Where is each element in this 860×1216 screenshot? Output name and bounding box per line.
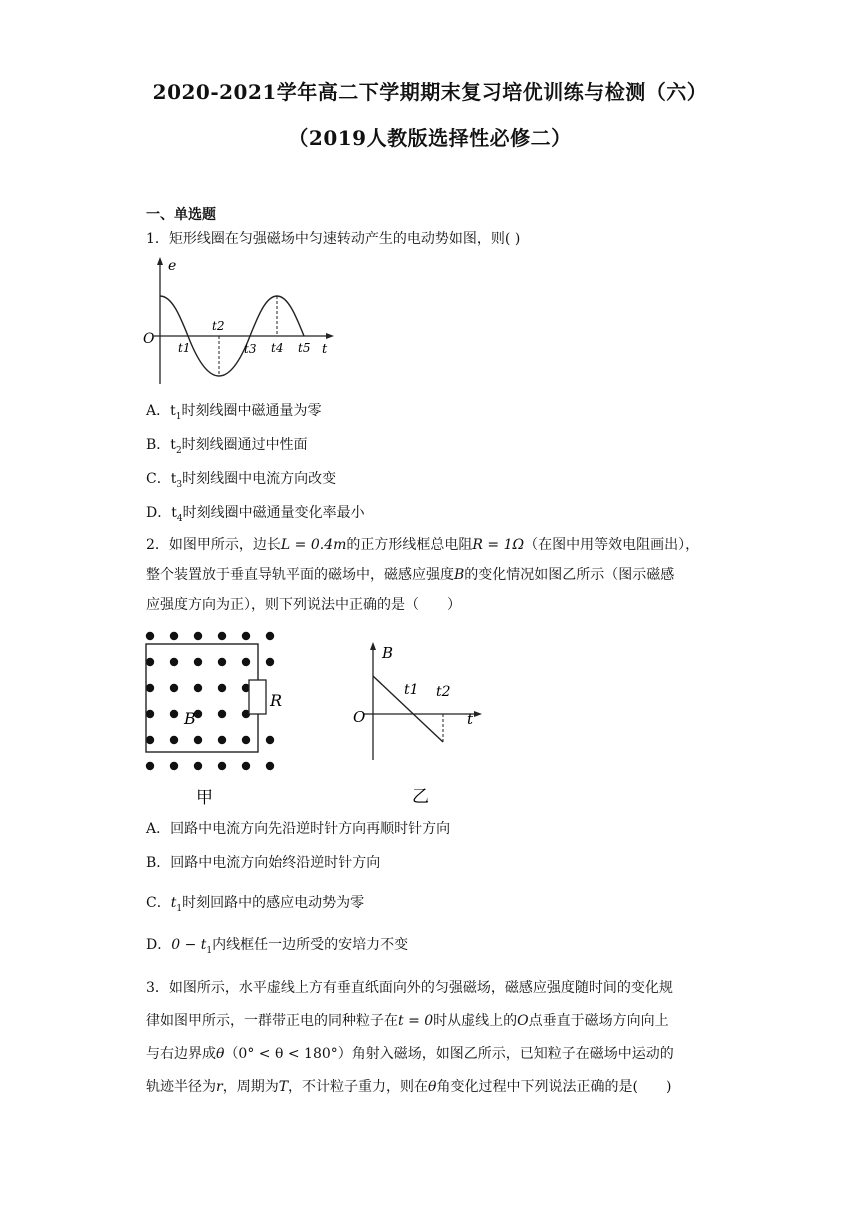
field-dot (266, 736, 274, 744)
q1-option-c[interactable]: C．$t_3$时刻线圈中电流方向改变 (146, 471, 337, 490)
option-sub: 3 (176, 479, 183, 490)
q1-x-label: t (322, 342, 328, 357)
field-dot (146, 658, 154, 666)
field-dot (170, 658, 178, 666)
option-sub: 1 (175, 411, 182, 422)
field-dot (266, 658, 274, 666)
field-dot (242, 632, 250, 640)
field-dot (146, 762, 154, 770)
option-text: 时刻线圈通过中性面 (181, 437, 308, 453)
field-dot (218, 632, 226, 640)
field-dot (218, 658, 226, 666)
q1-origin: O (143, 331, 155, 347)
q1-tick-t5: t5 (298, 341, 311, 355)
field-dot (170, 736, 178, 744)
q1-tick-t3: t3 (244, 342, 257, 356)
q1-tick-t1: t1 (178, 341, 191, 355)
field-dot (194, 632, 202, 640)
field-dot (194, 762, 202, 770)
field-dot (266, 632, 274, 640)
doc-subtitle: （2019人教版选择性必修二） (288, 126, 572, 150)
q1-figure (140, 254, 340, 389)
q2-tick-t2: t2 (436, 684, 451, 700)
field-dot (170, 684, 178, 692)
q2-y-label: B (382, 644, 394, 662)
q2-figure-jia (140, 628, 283, 810)
q1-stem: 1．矩形线圈在匀强磁场中匀速转动产生的电动势如图，则( ) (146, 231, 521, 247)
option-sub: 2 (175, 445, 182, 456)
option-letter: D． (146, 505, 172, 521)
q2-option-a[interactable]: A．回路中电流方向先沿逆时针方向再顺时针方向 (146, 821, 451, 837)
fig-caption-yi: 乙 (412, 787, 429, 807)
option-text: 时刻线圈中电流方向改变 (182, 471, 337, 487)
q1-option-d[interactable]: D．$t_4$时刻线圈中磁通量变化率最小 (146, 505, 365, 524)
field-dot (194, 684, 202, 692)
q1-tick-t2: t2 (212, 319, 225, 333)
option-text: 时刻线圈中磁通量为零 (181, 403, 322, 419)
q2-origin: O (353, 708, 366, 726)
field-dot (242, 762, 250, 770)
field-dot (218, 684, 226, 692)
field-dot (242, 736, 250, 744)
option-letter: B． (146, 437, 171, 453)
q2-tick-t1: t1 (404, 682, 419, 698)
field-dot (266, 762, 274, 770)
field-dot (146, 736, 154, 744)
field-label: B (184, 709, 196, 728)
field-dot (146, 710, 154, 718)
resistor-label: R (270, 691, 283, 710)
field-dot (218, 710, 226, 718)
q2-option-d[interactable]: D．$0 - t_1$内线框任一边所受的安培力不变 (146, 937, 409, 956)
fig-caption-jia: 甲 (196, 788, 213, 808)
field-dot (146, 632, 154, 640)
doc-title: 2020-2021学年高二下学期期末复习培优训练与检测（六） (152, 80, 708, 104)
q1-option-b[interactable]: B．$t_2$时刻线圈通过中性面 (146, 437, 308, 456)
field-dot (194, 736, 202, 744)
field-dot (170, 632, 178, 640)
q3-stem: 3．如图所示，水平虚线上方有垂直纸面向外的匀强磁场，磁感应强度随时间的变化规 律如图甲所示，一群带正电的同种粒子在t = 0时从虚线上的O点垂直于磁场方向向上 与右边界成θ（0° < θ < 180°）角射入磁场，如图乙所示，已知粒子在磁场中运动的 轨迹半径为r，周期为T，不计粒子重力，则在θ角变化过程中下列说法正确的是( ) (146, 980, 674, 1095)
q1-tick-t4: t4 (271, 341, 284, 355)
field-dot (218, 736, 226, 744)
option-sub: 4 (176, 513, 183, 524)
option-text: 时刻线圈中磁通量变化率最小 (182, 505, 365, 521)
field-dot (170, 710, 178, 718)
q2-x-label: t (467, 710, 474, 728)
field-dot (170, 762, 178, 770)
q2-stem: 2．如图甲所示，边长L = 0.4m的正方形线框总电阻R = 1Ω（在图中用等效电阻画出）， 整个装置放于垂直导轨平面的磁场中，磁感应强度B的变化情况如图乙所示（图示磁感 应强度方向为正），则下列说法中正确的是（ ） (146, 537, 700, 613)
field-dot (242, 658, 250, 666)
section-heading: 一、单选题 (146, 207, 216, 223)
field-dot (218, 762, 226, 770)
q2-option-b[interactable]: B．回路中电流方向始终沿逆时针方向 (146, 855, 381, 871)
q1-option-a[interactable]: A．$t_1$时刻线圈中磁通量为零 (146, 403, 322, 422)
option-letter: A． (146, 403, 171, 419)
q2-option-c[interactable]: C．$t_1$时刻回路中的感应电动势为零 (146, 895, 365, 914)
q1-y-label: e (168, 258, 177, 274)
option-letter: C． (146, 471, 171, 487)
field-dot (194, 658, 202, 666)
q2-figure-yi (348, 638, 498, 810)
field-dot (146, 684, 154, 692)
